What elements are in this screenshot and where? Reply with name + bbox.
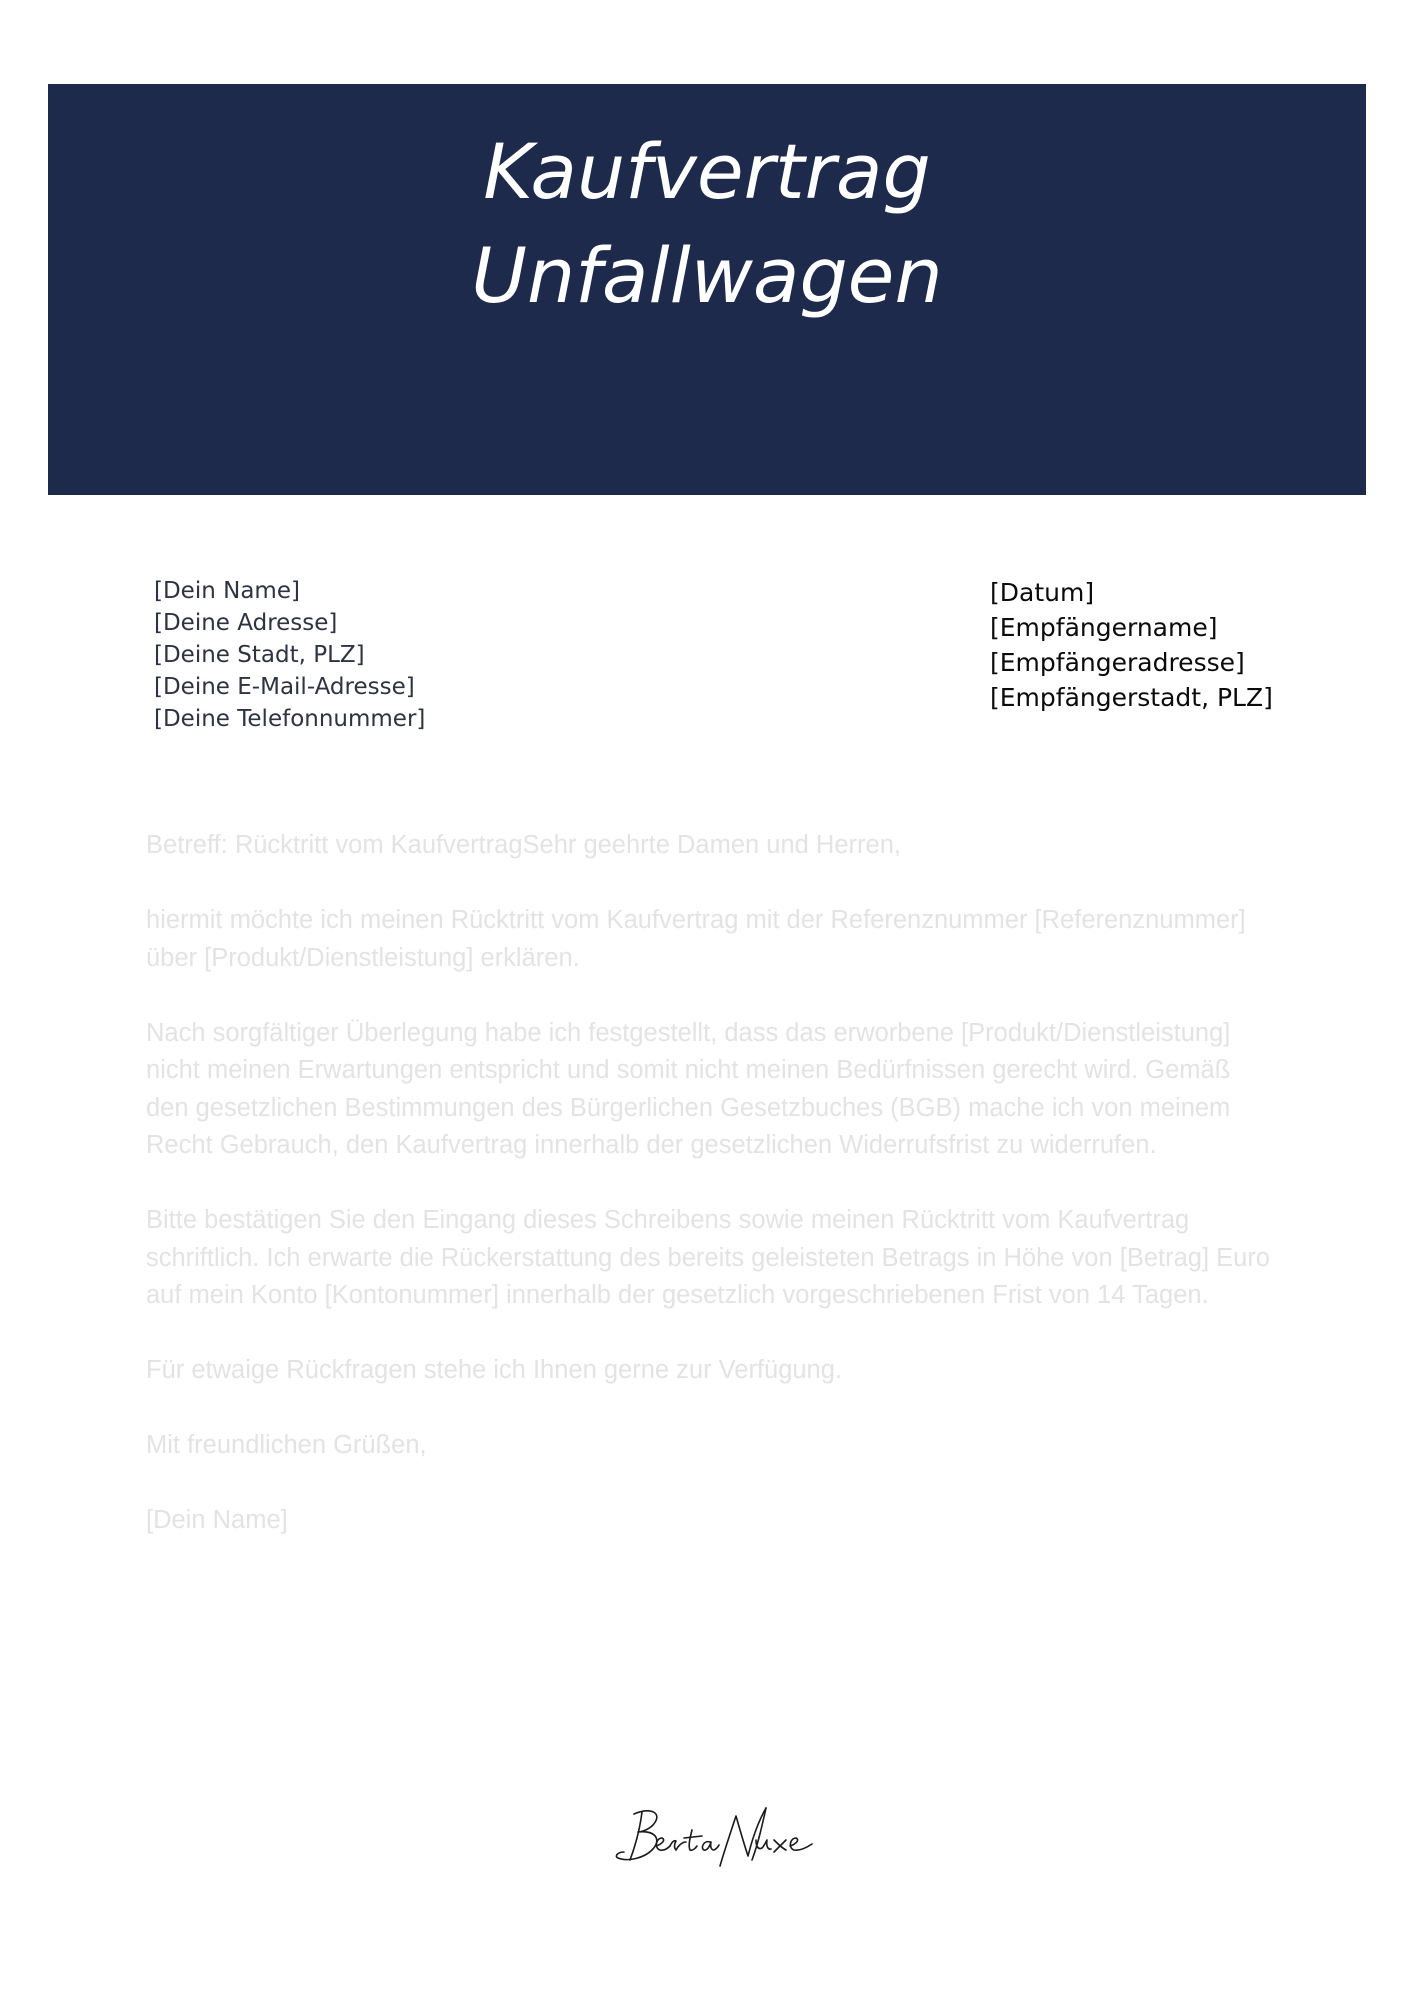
header-banner — [48, 84, 1366, 495]
title-line-2: Unfallwagen — [471, 231, 943, 320]
letter-paragraph: hiermit möchte ich meinen Rücktritt vom Kaufvertrag mit der Referenznummer [Referenznummer] über [Produkt/Dienstleistung] erklären. — [146, 906, 1246, 972]
letter-paragraph: Nach sorgfältiger Überlegung habe ich festgestellt, dass das erworbene [Produkt/Dienstleistung] nicht meinen Erwartungen entspricht und somit nicht meinen Bedürfnissen gerecht wird. Gemäß den gesetzlichen Bestimmungen des Bürgerlichen Gesetzbuches (BGB) mache ich von meinem Recht Gebrauch, den Kaufvertrag innerhalb der gesetzlichen Widerrufsfrist zu widerrufen. — [146, 1018, 1231, 1159]
letter-signoff-name: [Dein Name] — [146, 1506, 288, 1534]
sender-phone: [Deine Telefonnummer] — [154, 706, 426, 732]
letter-paragraph: Bitte bestätigen Sie den Eingang dieses Schreibens sowie meinen Rücktritt vom Kaufvertrag schriftlich. Ich erwarte die Rückerstattung des bereits geleisteten Betrags in Höhe von [Betrag] Euro auf mein Konto [Kontonummer] innerhalb der gesetzlich vorgeschriebenen Frist von 14 Tagen. — [146, 1206, 1270, 1309]
recipient-address-block — [990, 575, 1273, 715]
recipient-name: [Empfängername] — [990, 613, 1218, 642]
letter-subject: Betreff: Rücktritt vom KaufvertragSehr geehrte Damen und Herren, — [146, 831, 901, 859]
sender-city: [Deine Stadt, PLZ] — [154, 642, 365, 668]
sender-name: [Dein Name] — [154, 578, 300, 604]
title-line-1: Kaufvertrag — [483, 127, 931, 216]
recipient-city: [Empfängerstadt, PLZ] — [990, 683, 1273, 712]
recipient-address: [Empfängeradresse] — [990, 648, 1245, 677]
sender-email: [Deine E-Mail-Adresse] — [154, 674, 415, 700]
sender-address: [Deine Adresse] — [154, 610, 338, 636]
letter-body — [146, 827, 1276, 1577]
handwritten-signature-icon — [612, 1800, 822, 1880]
letter-paragraph: Für etwaige Rückfragen stehe ich Ihnen gerne zur Verfügung. — [146, 1356, 843, 1384]
letter-date: [Datum] — [990, 578, 1095, 607]
document-title — [48, 120, 1366, 328]
sender-address-block — [154, 575, 425, 735]
letter-closing: Mit freundlichen Grüßen, — [146, 1431, 427, 1459]
